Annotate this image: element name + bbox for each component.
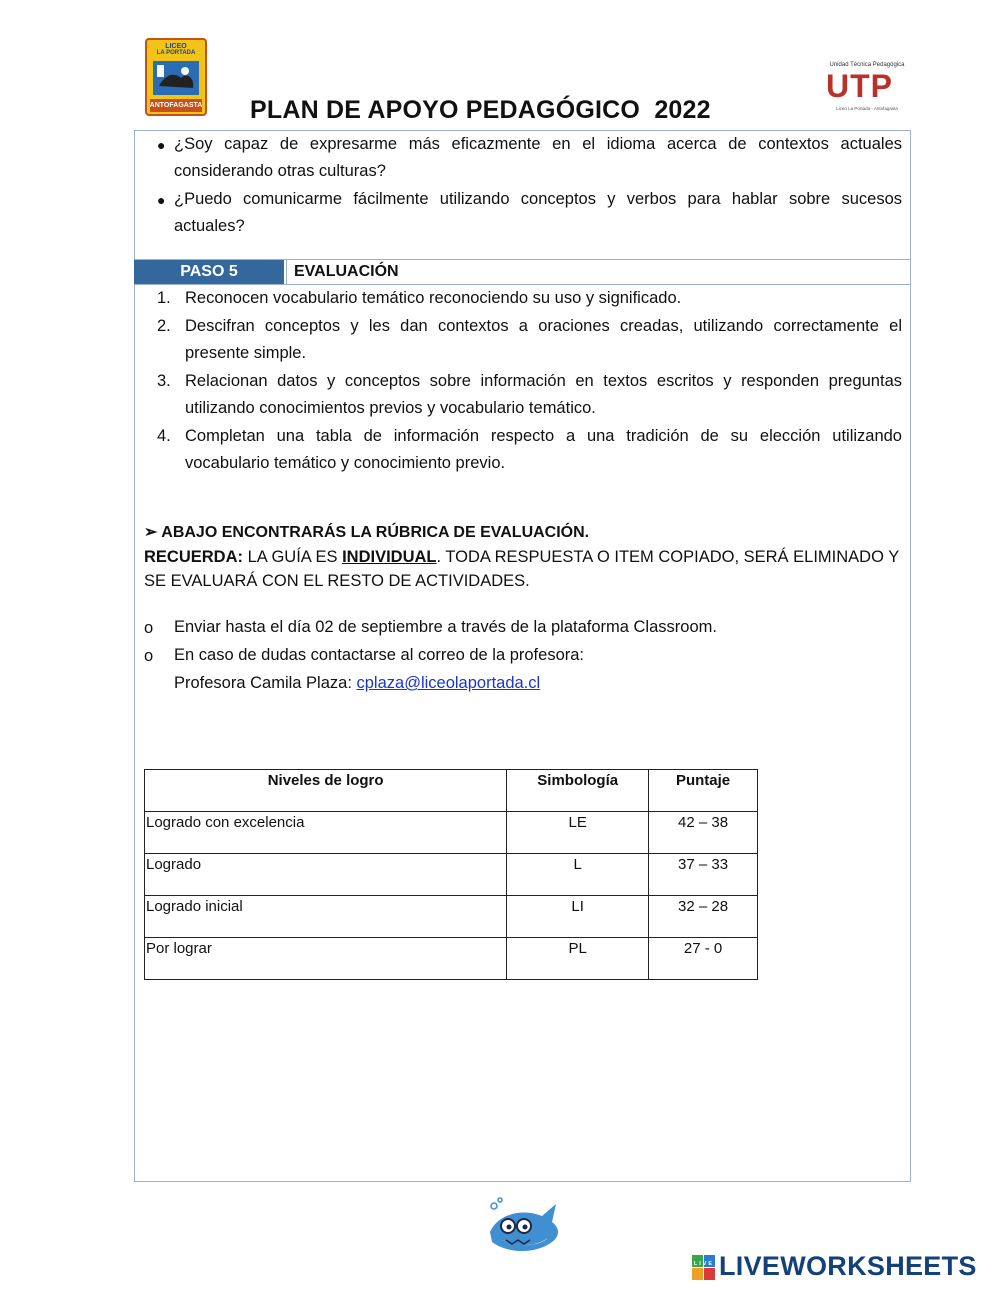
liveworksheets-logo [692, 1255, 716, 1281]
rubric-notice-text: ABAJO ENCONTRARÁS LA RÚBRICA DE EVALUACIÓN. [161, 524, 590, 541]
rubric-header-levels: Niveles de logro [145, 770, 507, 812]
send-instruction: Enviar hasta el día 02 de septiembre a través de la plataforma Classroom. [174, 618, 717, 636]
doubts-instruction: En caso de dudas contactarse al correo de la profesora: [174, 646, 584, 664]
evaluation-number: 4. [157, 427, 171, 445]
individual-word: INDIVIDUAL [342, 548, 437, 566]
teacher-email-link[interactable]: cplaza@liceolaportada.cl [356, 674, 541, 692]
recuerda-text-a: LA GUÍA ES [243, 548, 343, 566]
school-logo-city: ANTOFAGASTA [149, 102, 203, 109]
recuerda-label: RECUERDA: [144, 548, 243, 566]
rubric-score: 37 – 33 [649, 854, 758, 896]
shark-mascot [482, 1196, 564, 1260]
paso-label: PASO 5 [134, 260, 284, 284]
paso-header-row [134, 259, 911, 285]
instruction-marker: o [144, 647, 154, 665]
liveworksheets-brand: LIVEWORKSHEETS [719, 1251, 977, 1281]
paso-title: EVALUACIÓN [286, 260, 399, 284]
rubric-level: Logrado inicial [145, 896, 507, 938]
recuerda-paragraph [144, 545, 904, 593]
utp-logo [822, 62, 912, 114]
question-item: ¿Puedo comunicarme fácilmente utilizando conceptos y verbos para hablar sobre sucesos actuales? [174, 190, 902, 235]
evaluation-item: Descifran conceptos y les dan contextos a oraciones creadas, utilizando correctamente el presente simple. [185, 317, 902, 362]
rubric-symbol: PL [507, 938, 649, 980]
page-title: PLAN DE APOYO PEDAGÓGICO 2022 [250, 96, 711, 124]
evaluation-item: Completan una tabla de información respecto a una tradición de su elección utilizando vocabulario temático y conocimiento previo. [185, 427, 902, 472]
question-item: ¿Soy capaz de expresarme más eficazmente en el idioma acerca de contextos actuales considerando otras culturas? [174, 135, 902, 180]
evaluation-item: Reconocen vocabulario temático reconociendo su uso y significado. [185, 289, 682, 307]
question-bullet: ● [157, 137, 166, 153]
evaluation-number: 3. [157, 372, 171, 390]
rubric-notice-heading [144, 522, 589, 542]
rubric-level: Logrado [145, 854, 507, 896]
live-badge-text: LIVE [693, 1261, 715, 1267]
school-logo-line2: LA PORTADA [156, 50, 196, 56]
rubric-score: 42 – 38 [649, 812, 758, 854]
rubric-score: 27 - 0 [649, 938, 758, 980]
live-badge-icon [692, 1255, 716, 1281]
table-row [145, 812, 758, 854]
question-bullet: ● [157, 192, 166, 208]
rubric-symbol: LI [507, 896, 649, 938]
rubric-level: Por lograr [145, 938, 507, 980]
utp-logo-subcaption: Liceo La Portada - Antofagasta [836, 106, 898, 111]
school-logo [145, 38, 207, 116]
rubric-header-symbol: Simbología [507, 770, 649, 812]
rubric-symbol: LE [507, 812, 649, 854]
utp-logo-letters: UTP [826, 68, 893, 104]
rubric-level: Logrado con excelencia [145, 812, 507, 854]
teacher-contact [174, 674, 540, 693]
rubric-table [144, 769, 758, 980]
rubric-score: 32 – 28 [649, 896, 758, 938]
school-logo-line1: LICEO [165, 43, 187, 50]
evaluation-item: Relacionan datos y conceptos sobre información en textos escritos y responden preguntas utilizando conocimientos previos y vocabulario temático. [185, 372, 902, 417]
rubric-header-score: Puntaje [649, 770, 758, 812]
rubric-header-row [145, 770, 758, 812]
table-row [145, 854, 758, 896]
rubric-symbol: L [507, 854, 649, 896]
utp-logo-caption: Unidad Técnica Pedagógica [829, 62, 905, 68]
table-row [145, 896, 758, 938]
recuerda-text-b: . TODA RESPUESTA O ITEM COPIADO, SERÁ ELIMINADO Y SE EVALUARÁ CON EL RESTO DE ACTIVIDADES. [144, 548, 899, 590]
teacher-name: Profesora Camila Plaza: [174, 674, 357, 692]
evaluation-number: 1. [157, 289, 171, 307]
evaluation-number: 2. [157, 317, 171, 335]
instruction-marker: o [144, 619, 154, 637]
shark-icon [482, 1196, 564, 1260]
arrow-icon: ➢ [144, 524, 158, 541]
table-row [145, 938, 758, 980]
